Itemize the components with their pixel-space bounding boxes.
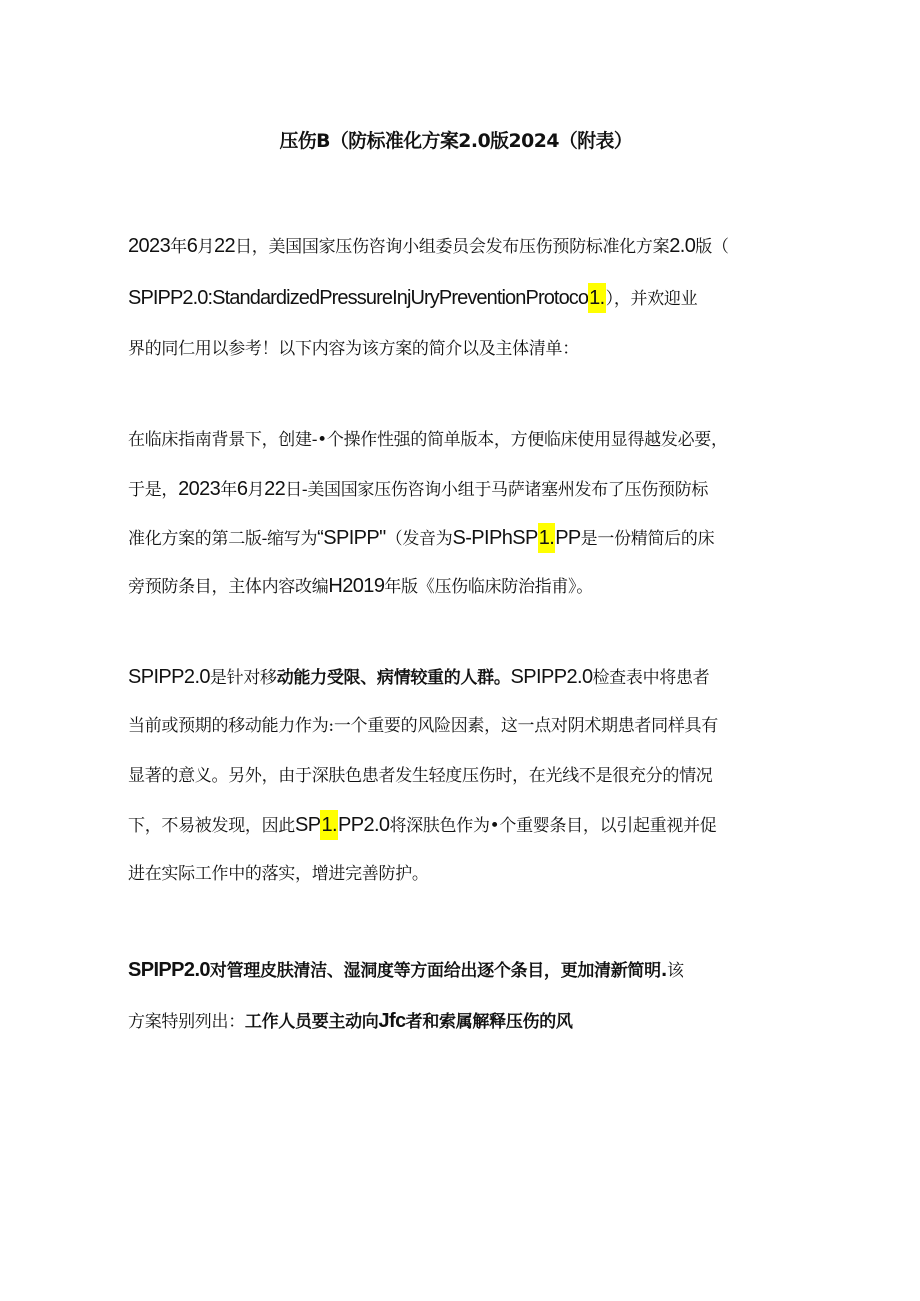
text-run: Jfc bbox=[378, 1010, 406, 1032]
document-title: 压伤B（防标准化方案2.0版2024（附表） bbox=[279, 130, 633, 152]
text-run: 对管理皮肤清洁、湿洞度等方面给出逐个条目，更加清新简明. bbox=[209, 961, 667, 981]
text-run: 日-美国国家压伤咨询小组于马萨诸塞州发布了压伤预防标 bbox=[285, 480, 709, 500]
paragraph-4-line-2 bbox=[128, 1006, 573, 1037]
text-run: 是一份精简后的床 bbox=[580, 529, 715, 549]
text-run: 下，不易被发现，因此 bbox=[128, 816, 295, 836]
text-run: 年 bbox=[220, 480, 237, 500]
text-run: PP2.0 bbox=[337, 814, 390, 836]
text-run: 6 bbox=[186, 235, 198, 257]
text-run: 方案特别列出： bbox=[128, 1012, 245, 1032]
text-run: 者和索属解释压伤的风 bbox=[405, 1012, 573, 1032]
paragraph-3-line-4 bbox=[128, 810, 716, 841]
text-run: ，并欢迎业 bbox=[613, 289, 698, 309]
paragraph-3-line-5: 进在实际工作中的落实，增进完善防护。 bbox=[128, 864, 429, 884]
text-run: 版（ bbox=[695, 237, 729, 257]
paragraph-3-line-2: 当前或预期的移动能力作为:一个重要的风险因素，这一点对阴术期患者同样具有 bbox=[128, 716, 718, 736]
paragraph-1-line-2 bbox=[128, 283, 697, 314]
text-run: 于是， bbox=[128, 480, 179, 500]
text-run: 6 bbox=[236, 478, 248, 500]
paragraph-4-line-1 bbox=[128, 955, 684, 986]
paragraph-1-line-1 bbox=[128, 231, 729, 262]
text-run: 2023 bbox=[128, 235, 171, 257]
text-run: 将深肤色作为•个重婴条目，以引起重视并促 bbox=[389, 816, 717, 836]
text-run: 年版《压伤临床防治指甫》。 bbox=[384, 577, 593, 597]
paragraph-2-line-2 bbox=[128, 474, 708, 505]
paragraph-3-line-3: 显著的意义。另外，由于深肤色患者发生轻度压伤时，在光线不是很充分的情况 bbox=[128, 766, 713, 786]
text-run: （发音为 bbox=[385, 529, 453, 549]
highlighted-text: 1. bbox=[538, 523, 555, 553]
text-run: 该 bbox=[666, 961, 684, 981]
text-run: 旁预防条目，主体内容改编 bbox=[128, 577, 329, 597]
paragraph-2-line-4 bbox=[128, 571, 593, 602]
paragraph-1-line-3: 界的同仁用以参考！以下内容为该方案的简介以及主体清单： bbox=[128, 339, 579, 359]
text-run: ） bbox=[605, 289, 614, 309]
paragraph-3-line-1 bbox=[128, 662, 709, 693]
paragraph-2-line-3 bbox=[128, 523, 714, 554]
text-run: 月 bbox=[247, 480, 265, 500]
text-run: SPIPP2.0 bbox=[510, 666, 593, 688]
text-run: 月 bbox=[197, 237, 215, 257]
text-run: SPIPP2.0 bbox=[128, 666, 210, 688]
text-run: 动能力受限、病情较重的人群。 bbox=[276, 668, 511, 688]
text-run: 2.0 bbox=[669, 235, 696, 257]
text-run: S-PIPhSP bbox=[452, 527, 538, 549]
paragraph-2-line-1: 在临床指南背景下，创建-•个操作性强的简单版本，方便临床使用显得越发必要， bbox=[128, 430, 728, 450]
text-run: “SPIPP" bbox=[317, 527, 386, 549]
text-run: PP bbox=[555, 527, 581, 549]
text-run: 22 bbox=[214, 235, 236, 257]
text-run: 准化方案的第二版-缩写为 bbox=[128, 529, 318, 549]
text-run: H2019 bbox=[328, 575, 385, 597]
text-run: 工作人员要主动向 bbox=[244, 1012, 379, 1032]
highlighted-text: 1. bbox=[320, 810, 337, 840]
text-run: 检查表中将患者 bbox=[592, 668, 710, 688]
text-run: 年 bbox=[170, 237, 187, 257]
text-run: SPIPP2.0 bbox=[128, 959, 210, 981]
text-run: 是针对移 bbox=[209, 668, 277, 688]
text-run: SPIPP2.0:StandardizedPressureInjUryPreventionProtoco bbox=[128, 287, 589, 309]
text-run: 日，美国国家压伤咨询小组委员会发布压伤预防标准化方案 bbox=[235, 237, 670, 257]
text-run: 2023 bbox=[178, 478, 221, 500]
text-run: SP bbox=[295, 814, 321, 836]
highlighted-text: 1. bbox=[588, 283, 605, 313]
text-run: 22 bbox=[264, 478, 286, 500]
